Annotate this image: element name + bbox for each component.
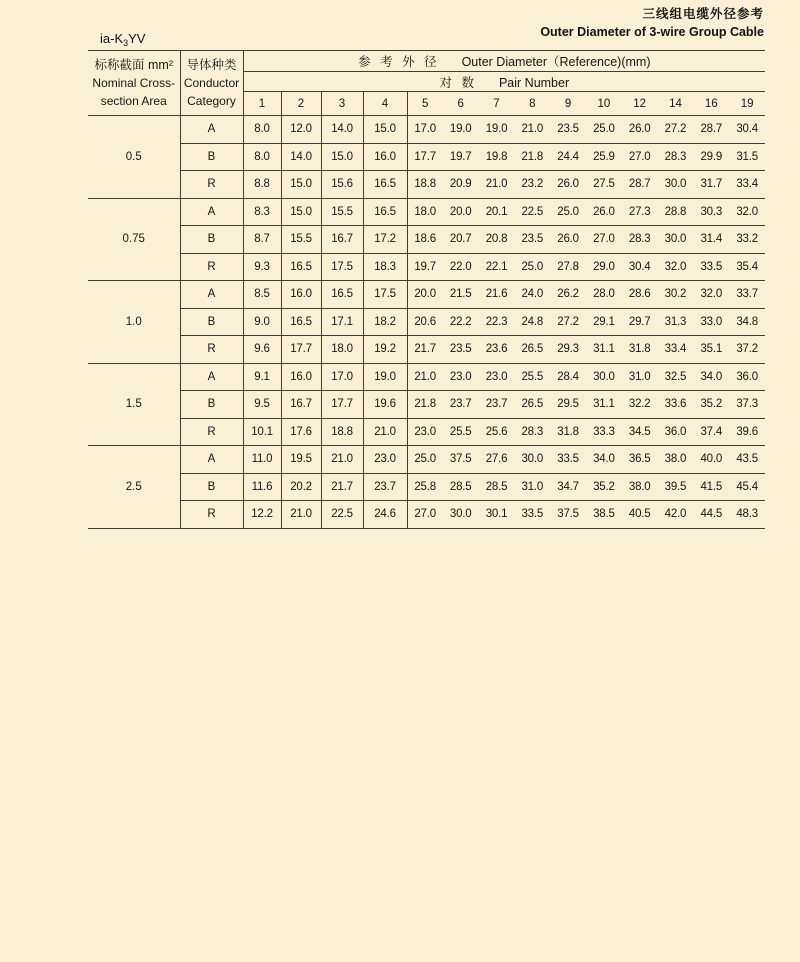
diameter-value-cell: 17.1 [321,308,363,336]
diameter-value-cell: 26.5 [514,391,550,419]
diameter-value-cell: 34.5 [622,418,658,446]
col-header-nominal-area [88,51,180,116]
diameter-value-cell: 18.0 [321,336,363,364]
diameter-value-cell: 15.6 [321,171,363,199]
diameter-value-cell: 30.0 [514,446,550,474]
diameter-value-cell: 40.0 [693,446,729,474]
diameter-value-cell: 25.0 [514,253,550,281]
conductor-category-label-en2: Category [187,94,236,109]
diameter-value-cell: 30.4 [622,253,658,281]
diameter-value-cell: 28.8 [658,198,694,226]
diameter-value-cell: 23.0 [407,418,443,446]
diameter-value-cell: 8.0 [243,116,281,144]
diameter-value-cell: 31.4 [693,226,729,254]
diameter-value-cell: 26.0 [550,171,586,199]
diameter-value-cell: 19.2 [363,336,407,364]
cable-diameter-table [88,50,765,529]
diameter-value-cell: 15.0 [363,116,407,144]
diameter-value-cell: 38.0 [622,473,658,501]
diameter-value-cell: 22.3 [479,308,515,336]
diameter-value-cell: 15.5 [321,198,363,226]
diameter-value-cell: 23.5 [514,226,550,254]
conductor-category-cell: R [180,418,243,446]
pair-number-col-14: 14 [658,92,694,116]
diameter-value-cell: 37.5 [443,446,479,474]
diameter-value-cell: 27.8 [550,253,586,281]
nominal-area-label-en2: section Area [100,94,167,109]
diameter-value-cell: 18.8 [321,418,363,446]
diameter-value-cell: 25.5 [514,363,550,391]
diameter-value-cell: 16.5 [363,171,407,199]
diameter-value-cell: 23.0 [479,363,515,391]
diameter-value-cell: 23.6 [479,336,515,364]
diameter-value-cell: 18.6 [407,226,443,254]
diameter-value-cell: 28.3 [622,226,658,254]
diameter-value-cell: 22.2 [443,308,479,336]
diameter-value-cell: 30.0 [658,226,694,254]
diameter-value-cell: 17.5 [321,253,363,281]
diameter-value-cell: 34.7 [550,473,586,501]
diameter-value-cell: 9.0 [243,308,281,336]
diameter-value-cell: 17.2 [363,226,407,254]
diameter-value-cell: 23.7 [363,473,407,501]
model-prefix: ia-K [100,31,124,46]
diameter-value-cell: 21.8 [514,143,550,171]
diameter-value-cell: 34.0 [586,446,622,474]
diameter-value-cell: 18.3 [363,253,407,281]
diameter-value-cell: 25.0 [407,446,443,474]
diameter-value-cell: 23.7 [479,391,515,419]
diameter-value-cell: 34.0 [693,363,729,391]
nominal-area-label-en1: Nominal Cross- [92,76,176,91]
diameter-value-cell: 23.7 [443,391,479,419]
diameter-value-cell: 8.5 [243,281,281,309]
diameter-value-cell: 20.6 [407,308,443,336]
pair-number-label-en: Pair Number [498,75,570,90]
page-title-chinese: 三线组电缆外径参考 [642,7,764,21]
diameter-value-cell: 28.5 [443,473,479,501]
diameter-value-cell: 29.5 [550,391,586,419]
conductor-category-cell: B [180,308,243,336]
diameter-value-cell: 8.0 [243,143,281,171]
diameter-value-cell: 33.0 [693,308,729,336]
pair-number-col-9: 9 [550,92,586,116]
diameter-value-cell: 30.0 [443,501,479,529]
diameter-value-cell: 15.0 [281,171,321,199]
diameter-value-cell: 20.0 [407,281,443,309]
diameter-value-cell: 36.5 [622,446,658,474]
conductor-category-label-cn: 导体种类 [186,57,237,72]
diameter-value-cell: 18.2 [363,308,407,336]
diameter-value-cell: 22.1 [479,253,515,281]
conductor-category-cell: R [180,501,243,529]
conductor-category-cell: R [180,253,243,281]
diameter-value-cell: 43.5 [729,446,765,474]
diameter-value-cell: 21.0 [281,501,321,529]
diameter-value-cell: 34.8 [729,308,765,336]
diameter-value-cell: 48.3 [729,501,765,529]
diameter-value-cell: 31.0 [622,363,658,391]
diameter-value-cell: 21.0 [514,116,550,144]
conductor-category-cell: B [180,143,243,171]
conductor-category-cell: R [180,336,243,364]
diameter-value-cell: 24.8 [514,308,550,336]
document-header [540,4,764,39]
diameter-value-cell: 22.5 [514,198,550,226]
diameter-value-cell: 19.8 [479,143,515,171]
diameter-value-cell: 30.1 [479,501,515,529]
diameter-value-cell: 22.0 [443,253,479,281]
diameter-value-cell: 9.6 [243,336,281,364]
model-suffix: YV [128,31,146,46]
diameter-value-cell: 31.8 [622,336,658,364]
diameter-value-cell: 11.6 [243,473,281,501]
table-row-1.5-A [88,363,765,391]
diameter-value-cell: 19.0 [443,116,479,144]
diameter-value-cell: 18.0 [407,198,443,226]
diameter-value-cell: 9.1 [243,363,281,391]
diameter-value-cell: 27.2 [550,308,586,336]
diameter-value-cell: 23.5 [550,116,586,144]
diameter-value-cell: 33.4 [658,336,694,364]
nominal-area-label-cn: 标称截面 mm² [94,57,173,72]
diameter-value-cell: 33.5 [514,501,550,529]
diameter-value-cell: 32.5 [658,363,694,391]
diameter-value-cell: 9.5 [243,391,281,419]
diameter-value-cell: 32.0 [693,281,729,309]
pair-number-col-19: 19 [729,92,765,116]
diameter-value-cell: 23.0 [443,363,479,391]
table-row-0.5-R [88,171,765,199]
diameter-value-cell: 26.0 [550,226,586,254]
diameter-value-cell: 19.7 [443,143,479,171]
table-row-2.5-R [88,501,765,529]
diameter-value-cell: 32.0 [658,253,694,281]
diameter-value-cell: 35.4 [729,253,765,281]
diameter-value-cell: 23.2 [514,171,550,199]
table-row-2.5-B [88,473,765,501]
diameter-value-cell: 18.8 [407,171,443,199]
diameter-value-cell: 8.3 [243,198,281,226]
diameter-value-cell: 33.5 [693,253,729,281]
diameter-value-cell: 17.0 [407,116,443,144]
diameter-value-cell: 40.5 [622,501,658,529]
diameter-value-cell: 21.0 [363,418,407,446]
diameter-value-cell: 35.2 [586,473,622,501]
diameter-value-cell: 25.5 [443,418,479,446]
nominal-area-cell: 1.5 [88,363,180,446]
diameter-value-cell: 23.0 [363,446,407,474]
diameter-value-cell: 27.5 [586,171,622,199]
diameter-value-cell: 33.4 [729,171,765,199]
diameter-value-cell: 15.0 [281,198,321,226]
diameter-value-cell: 16.5 [321,281,363,309]
diameter-value-cell: 21.7 [407,336,443,364]
table-row-1.0-R [88,336,765,364]
diameter-value-cell: 31.5 [729,143,765,171]
diameter-value-cell: 31.1 [586,391,622,419]
table-row-0.75-B [88,226,765,254]
header-row-outer-diameter [88,51,765,72]
table-row-0.5-B [88,143,765,171]
diameter-value-cell: 36.0 [658,418,694,446]
diameter-value-cell: 28.7 [693,116,729,144]
outer-diameter-span-header [243,51,765,72]
diameter-value-cell: 19.0 [363,363,407,391]
pair-number-col-2: 2 [281,92,321,116]
pair-number-col-6: 6 [443,92,479,116]
diameter-value-cell: 16.7 [321,226,363,254]
diameter-value-cell: 21.0 [321,446,363,474]
outer-diameter-label-en: Outer Diameter（Reference)(mm) [461,55,651,69]
diameter-value-cell: 8.7 [243,226,281,254]
diameter-value-cell: 19.7 [407,253,443,281]
nominal-area-cell: 1.0 [88,281,180,364]
diameter-value-cell: 16.5 [363,198,407,226]
diameter-value-cell: 33.7 [729,281,765,309]
nominal-area-cell: 0.5 [88,116,180,199]
diameter-value-cell: 36.0 [729,363,765,391]
diameter-value-cell: 27.3 [622,198,658,226]
diameter-value-cell: 32.2 [622,391,658,419]
diameter-value-cell: 17.7 [321,391,363,419]
diameter-value-cell: 31.3 [658,308,694,336]
diameter-value-cell: 24.4 [550,143,586,171]
conductor-category-cell: A [180,446,243,474]
diameter-value-cell: 30.3 [693,198,729,226]
pair-number-col-7: 7 [479,92,515,116]
table-row-1.5-B [88,391,765,419]
diameter-value-cell: 21.0 [407,363,443,391]
diameter-value-cell: 27.2 [658,116,694,144]
diameter-value-cell: 14.0 [281,143,321,171]
diameter-value-cell: 14.0 [321,116,363,144]
diameter-value-cell: 31.0 [514,473,550,501]
conductor-category-cell: R [180,171,243,199]
diameter-value-cell: 17.7 [281,336,321,364]
diameter-value-cell: 22.5 [321,501,363,529]
diameter-value-cell: 38.0 [658,446,694,474]
conductor-category-cell: B [180,391,243,419]
conductor-category-cell: A [180,281,243,309]
diameter-value-cell: 28.7 [622,171,658,199]
diameter-value-cell: 20.8 [479,226,515,254]
pair-number-col-16: 16 [693,92,729,116]
diameter-value-cell: 35.2 [693,391,729,419]
pair-number-col-5: 5 [407,92,443,116]
diameter-value-cell: 21.6 [479,281,515,309]
diameter-value-cell: 17.0 [321,363,363,391]
diameter-value-cell: 25.6 [479,418,515,446]
diameter-value-cell: 31.7 [693,171,729,199]
table-row-1.0-B [88,308,765,336]
diameter-value-cell: 33.3 [586,418,622,446]
diameter-value-cell: 16.5 [281,308,321,336]
diameter-value-cell: 25.0 [586,116,622,144]
diameter-value-cell: 45.4 [729,473,765,501]
diameter-value-cell: 10.1 [243,418,281,446]
diameter-value-cell: 25.9 [586,143,622,171]
diameter-value-cell: 21.8 [407,391,443,419]
outer-diameter-label-cn: 参 考 外 径 [358,55,440,69]
diameter-value-cell: 21.5 [443,281,479,309]
diameter-value-cell: 31.1 [586,336,622,364]
diameter-value-cell: 41.5 [693,473,729,501]
diameter-value-cell: 37.2 [729,336,765,364]
diameter-value-cell: 33.5 [550,446,586,474]
diameter-value-cell: 20.1 [479,198,515,226]
diameter-value-cell: 8.8 [243,171,281,199]
conductor-category-cell: A [180,116,243,144]
diameter-value-cell: 19.0 [479,116,515,144]
diameter-value-cell: 24.6 [363,501,407,529]
diameter-value-cell: 31.8 [550,418,586,446]
diameter-value-cell: 12.2 [243,501,281,529]
diameter-value-cell: 16.0 [363,143,407,171]
diameter-value-cell: 33.2 [729,226,765,254]
diameter-value-cell: 29.7 [622,308,658,336]
diameter-value-cell: 29.9 [693,143,729,171]
col-header-conductor-category [180,51,243,116]
diameter-value-cell: 27.0 [622,143,658,171]
diameter-value-cell: 27.0 [407,501,443,529]
conductor-category-label-en1: Conductor [183,76,240,91]
diameter-value-cell: 25.8 [407,473,443,501]
model-subscript: 3 [123,38,129,48]
diameter-value-cell: 27.0 [586,226,622,254]
diameter-value-cell: 16.7 [281,391,321,419]
diameter-value-cell: 29.3 [550,336,586,364]
pair-number-col-4: 4 [363,92,407,116]
diameter-value-cell: 39.5 [658,473,694,501]
diameter-value-cell: 9.3 [243,253,281,281]
pair-number-label-cn: 对 数 [439,75,477,90]
diameter-value-cell: 20.2 [281,473,321,501]
diameter-value-cell: 24.0 [514,281,550,309]
diameter-value-cell: 30.0 [658,171,694,199]
pair-number-col-12: 12 [622,92,658,116]
pair-number-col-10: 10 [586,92,622,116]
table-row-0.75-A [88,198,765,226]
conductor-category-cell: A [180,363,243,391]
diameter-value-cell: 17.5 [363,281,407,309]
diameter-value-cell: 20.0 [443,198,479,226]
diameter-value-cell: 29.0 [586,253,622,281]
diameter-value-cell: 28.4 [550,363,586,391]
diameter-value-cell: 32.0 [729,198,765,226]
table-row-0.75-R [88,253,765,281]
diameter-value-cell: 16.5 [281,253,321,281]
diameter-value-cell: 28.3 [514,418,550,446]
conductor-category-cell: B [180,473,243,501]
diameter-value-cell: 15.5 [281,226,321,254]
page-title-english: Outer Diameter of 3-wire Group Cable [540,25,764,39]
diameter-value-cell: 39.6 [729,418,765,446]
diameter-value-cell: 11.0 [243,446,281,474]
conductor-category-cell: A [180,198,243,226]
diameter-value-cell: 30.0 [586,363,622,391]
diameter-value-cell: 17.6 [281,418,321,446]
diameter-value-cell: 37.5 [550,501,586,529]
pair-number-col-3: 3 [321,92,363,116]
diameter-value-cell: 16.0 [281,363,321,391]
diameter-value-cell: 37.4 [693,418,729,446]
diameter-value-cell: 25.0 [550,198,586,226]
table-row-0.5-A [88,116,765,144]
diameter-value-cell: 23.5 [443,336,479,364]
pair-number-col-8: 8 [514,92,550,116]
table-row-1.0-A [88,281,765,309]
diameter-value-cell: 20.7 [443,226,479,254]
diameter-value-cell: 26.2 [550,281,586,309]
diameter-value-cell: 30.2 [658,281,694,309]
diameter-value-cell: 28.3 [658,143,694,171]
diameter-value-cell: 17.7 [407,143,443,171]
diameter-value-cell: 30.4 [729,116,765,144]
diameter-value-cell: 38.5 [586,501,622,529]
diameter-value-cell: 37.3 [729,391,765,419]
diameter-value-cell: 33.6 [658,391,694,419]
diameter-value-cell: 12.0 [281,116,321,144]
diameter-value-cell: 28.6 [622,281,658,309]
conductor-category-cell: B [180,226,243,254]
diameter-value-cell: 26.0 [622,116,658,144]
diameter-value-cell: 27.6 [479,446,515,474]
diameter-value-cell: 19.6 [363,391,407,419]
diameter-value-cell: 42.0 [658,501,694,529]
diameter-value-cell: 20.9 [443,171,479,199]
nominal-area-cell: 2.5 [88,446,180,529]
pair-number-col-1: 1 [243,92,281,116]
nominal-area-cell: 0.75 [88,198,180,281]
diameter-value-cell: 28.0 [586,281,622,309]
pair-number-span-header [243,72,765,92]
table-row-2.5-A [88,446,765,474]
diameter-value-cell: 35.1 [693,336,729,364]
diameter-value-cell: 26.5 [514,336,550,364]
diameter-value-cell: 19.5 [281,446,321,474]
cable-model-label [100,31,145,48]
diameter-value-cell: 21.0 [479,171,515,199]
diameter-value-cell: 44.5 [693,501,729,529]
diameter-value-cell: 29.1 [586,308,622,336]
diameter-value-cell: 21.7 [321,473,363,501]
diameter-value-cell: 28.5 [479,473,515,501]
diameter-value-cell: 15.0 [321,143,363,171]
diameter-value-cell: 16.0 [281,281,321,309]
table-row-1.5-R [88,418,765,446]
diameter-value-cell: 26.0 [586,198,622,226]
